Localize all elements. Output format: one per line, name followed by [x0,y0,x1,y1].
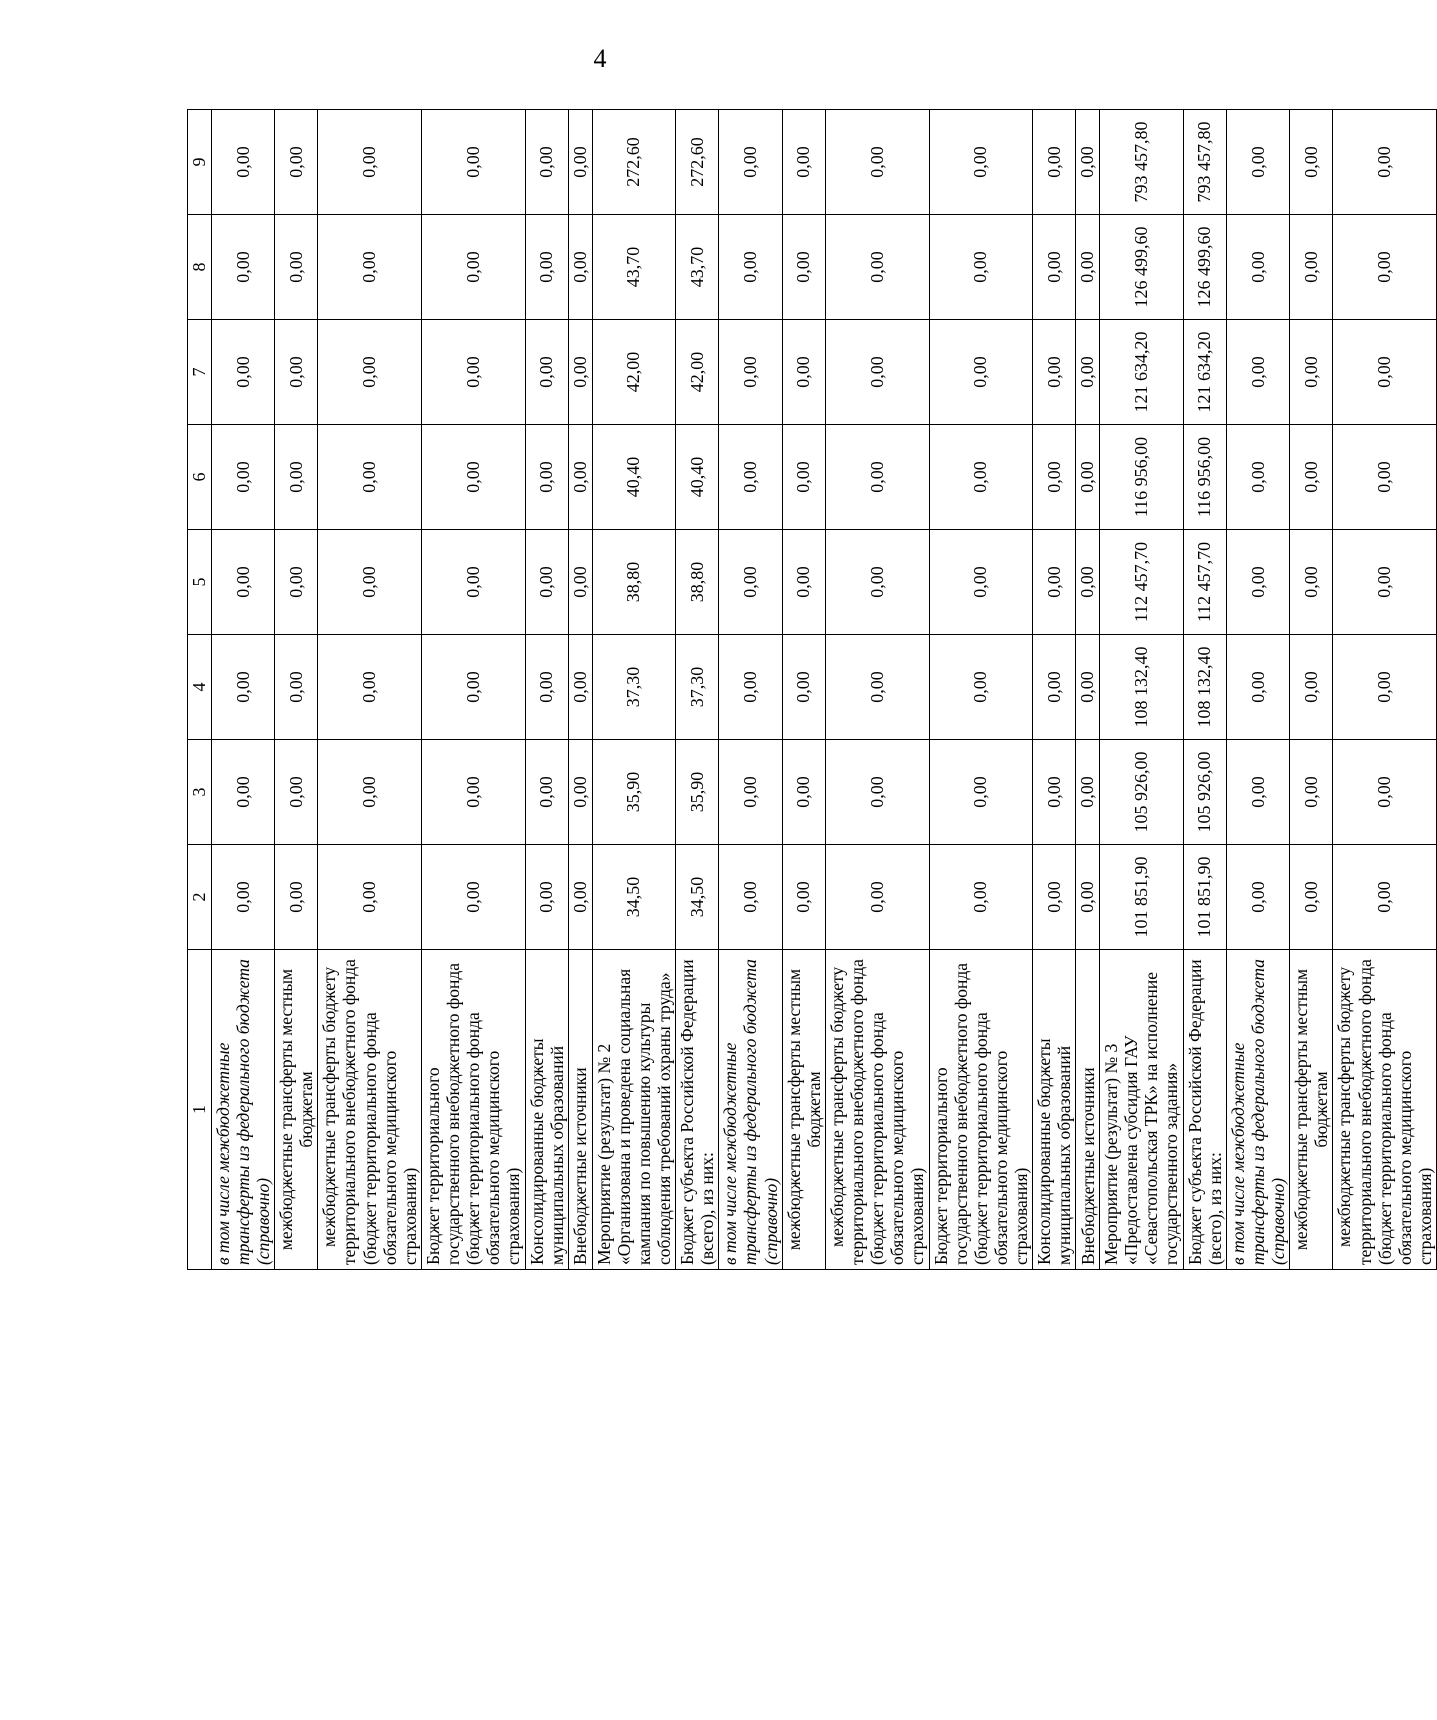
value-cell: 105 926,00 [1183,740,1226,845]
value-cell: 121 634,20 [1100,320,1184,425]
value-cell: 108 132,40 [1100,635,1184,740]
table-row [1333,110,1437,1270]
column-header-3: 3 [188,740,212,845]
value-cell: 0,00 [1290,110,1333,215]
value-cell: 0,00 [825,845,929,950]
value-cell: 0,00 [1033,215,1076,320]
value-cell: 0,00 [929,635,1033,740]
row-label: в том числе межбюджетные трансферты из федерального бюджета (справочно) [1226,950,1289,1270]
value-cell: 0,00 [1033,110,1076,215]
value-cell: 0,00 [929,215,1033,320]
value-cell: 0,00 [719,740,782,845]
table-row [592,110,676,1270]
value-cell: 0,00 [1290,425,1333,530]
value-cell: 0,00 [1226,635,1289,740]
row-label: Бюджет территориального государственного внебюджетного фонда (бюджет территориального фонда обязательного медицинского страхования) [421,950,525,1270]
value-cell: 0,00 [782,110,825,215]
value-cell: 0,00 [568,110,592,215]
value-cell: 0,00 [525,425,568,530]
value-cell: 0,00 [275,320,318,425]
value-cell: 0,00 [1290,635,1333,740]
value-cell: 0,00 [568,845,592,950]
value-cell: 0,00 [825,635,929,740]
value-cell: 0,00 [825,110,929,215]
column-header-1: 1 [188,950,212,1270]
column-header-9: 9 [188,110,212,215]
value-cell: 0,00 [719,635,782,740]
value-cell: 0,00 [782,320,825,425]
column-header-4: 4 [188,635,212,740]
value-cell: 108 132,40 [1183,635,1226,740]
column-header-6: 6 [188,425,212,530]
value-cell: 0,00 [211,425,274,530]
value-cell: 0,00 [929,845,1033,950]
value-cell: 0,00 [525,320,568,425]
value-cell: 35,90 [592,740,676,845]
value-cell: 0,00 [275,215,318,320]
value-cell: 101 851,90 [1183,845,1226,950]
column-header-7: 7 [188,320,212,425]
value-cell: 0,00 [421,635,525,740]
value-cell: 0,00 [782,845,825,950]
value-cell: 0,00 [211,215,274,320]
value-cell: 40,40 [592,425,676,530]
value-cell: 0,00 [825,530,929,635]
page-number: 4 [593,44,607,73]
value-cell: 37,30 [676,635,719,740]
value-cell: 0,00 [568,215,592,320]
value-cell: 0,00 [525,740,568,845]
row-label: Консолидированные бюджеты муниципальных образований [525,950,568,1270]
column-header-2: 2 [188,845,212,950]
value-cell: 0,00 [275,110,318,215]
column-header-5: 5 [188,530,212,635]
value-cell: 0,00 [1226,215,1289,320]
value-cell: 0,00 [929,530,1033,635]
value-cell: 0,00 [525,845,568,950]
value-cell: 0,00 [568,425,592,530]
value-cell: 0,00 [1290,740,1333,845]
value-cell: 101 851,90 [1100,845,1184,950]
row-label: межбюджетные трансферты бюджету территориального внебюджетного фонда (бюджет территориального фонда обязательного медицинского страхования) [1333,950,1437,1270]
table-body [211,110,1436,1270]
table-row [275,110,318,1270]
value-cell: 0,00 [421,740,525,845]
table-row [719,110,782,1270]
value-cell: 116 956,00 [1183,425,1226,530]
value-cell: 0,00 [275,530,318,635]
row-label: межбюджетные трансферты местным бюджетам [275,950,318,1270]
budget-table [187,109,1437,1270]
value-cell: 0,00 [825,740,929,845]
value-cell: 0,00 [1226,530,1289,635]
row-label: межбюджетные трансферты местным бюджетам [1290,950,1333,1270]
value-cell: 0,00 [825,215,929,320]
table-row [568,110,592,1270]
value-cell: 37,30 [592,635,676,740]
table-row [1100,110,1184,1270]
value-cell: 0,00 [568,530,592,635]
value-cell: 0,00 [1333,635,1437,740]
value-cell: 0,00 [211,740,274,845]
value-cell: 0,00 [1033,740,1076,845]
value-cell: 0,00 [1076,530,1100,635]
value-cell: 38,80 [676,530,719,635]
value-cell: 34,50 [592,845,676,950]
value-cell: 0,00 [275,845,318,950]
value-cell: 121 634,20 [1183,320,1226,425]
value-cell: 0,00 [211,635,274,740]
value-cell: 0,00 [1076,215,1100,320]
table-row [929,110,1033,1270]
value-cell: 0,00 [1033,425,1076,530]
value-cell: 0,00 [929,110,1033,215]
rotated-table-container [187,110,1435,1270]
row-label: Бюджет территориального государственного внебюджетного фонда (бюджет территориального фонда обязательного медицинского страхования) [929,950,1033,1270]
value-cell: 112 457,70 [1183,530,1226,635]
header-row [188,110,212,1270]
value-cell: 0,00 [782,635,825,740]
value-cell: 0,00 [1033,530,1076,635]
value-cell: 0,00 [1033,635,1076,740]
value-cell: 0,00 [1290,530,1333,635]
value-cell: 0,00 [1226,110,1289,215]
value-cell: 0,00 [929,425,1033,530]
row-label: Мероприятие (результат) № 2 «Организована и проведена социальная кампания по повышению культуры соблюдения требований охраны труда» [592,950,676,1270]
value-cell: 0,00 [1076,320,1100,425]
table-row [1226,110,1289,1270]
value-cell: 0,00 [525,215,568,320]
value-cell: 0,00 [719,845,782,950]
value-cell: 0,00 [1290,215,1333,320]
value-cell: 0,00 [1076,635,1100,740]
value-cell: 0,00 [782,740,825,845]
row-label: Консолидированные бюджеты муниципальных образований [1033,950,1076,1270]
row-label: межбюджетные трансферты местным бюджетам [782,950,825,1270]
value-cell: 0,00 [1033,320,1076,425]
value-cell: 0,00 [318,425,422,530]
value-cell: 0,00 [929,740,1033,845]
value-cell: 40,40 [676,425,719,530]
value-cell: 0,00 [1226,425,1289,530]
value-cell: 0,00 [318,845,422,950]
value-cell: 793 457,80 [1100,110,1184,215]
value-cell: 0,00 [421,845,525,950]
value-cell: 0,00 [421,320,525,425]
value-cell: 0,00 [1076,425,1100,530]
value-cell: 0,00 [1033,845,1076,950]
value-cell: 0,00 [1226,845,1289,950]
value-cell: 0,00 [1076,740,1100,845]
value-cell: 0,00 [719,110,782,215]
value-cell: 0,00 [1333,110,1437,215]
value-cell: 0,00 [719,215,782,320]
value-cell: 126 499,60 [1100,215,1184,320]
value-cell: 0,00 [568,740,592,845]
row-label: Бюджет субъекта Российской Федерации (всего), из них: [676,950,719,1270]
table-row [421,110,525,1270]
value-cell: 0,00 [929,320,1033,425]
value-cell: 0,00 [525,530,568,635]
value-cell: 0,00 [1076,845,1100,950]
value-cell: 0,00 [1333,320,1437,425]
value-cell: 0,00 [421,110,525,215]
value-cell: 116 956,00 [1100,425,1184,530]
value-cell: 35,90 [676,740,719,845]
row-label: межбюджетные трансферты бюджету территориального внебюджетного фонда (бюджет территориального фонда обязательного медицинского страхования) [825,950,929,1270]
value-cell: 38,80 [592,530,676,635]
table-row [676,110,719,1270]
value-cell: 0,00 [782,215,825,320]
value-cell: 0,00 [1076,110,1100,215]
value-cell: 0,00 [825,320,929,425]
value-cell: 0,00 [1290,845,1333,950]
value-cell: 0,00 [1226,740,1289,845]
value-cell: 0,00 [275,635,318,740]
table-row [1076,110,1100,1270]
column-header-8: 8 [188,215,212,320]
row-label: Внебюджетные источники [1076,950,1100,1270]
table-row [1183,110,1226,1270]
value-cell: 34,50 [676,845,719,950]
value-cell: 0,00 [719,320,782,425]
value-cell: 0,00 [1226,320,1289,425]
value-cell: 272,60 [676,110,719,215]
value-cell: 0,00 [719,530,782,635]
value-cell: 43,70 [676,215,719,320]
value-cell: 0,00 [421,425,525,530]
value-cell: 0,00 [1333,215,1437,320]
row-label: Внебюджетные источники [568,950,592,1270]
value-cell: 0,00 [1333,740,1437,845]
value-cell: 0,00 [719,425,782,530]
value-cell: 272,60 [592,110,676,215]
value-cell: 0,00 [525,110,568,215]
table-row [825,110,929,1270]
value-cell: 0,00 [1333,845,1437,950]
value-cell: 0,00 [318,635,422,740]
row-label: межбюджетные трансферты бюджету территориального внебюджетного фонда (бюджет территориального фонда обязательного медицинского страхования) [318,950,422,1270]
row-label: в том числе межбюджетные трансферты из федерального бюджета (справочно) [211,950,274,1270]
value-cell: 42,00 [676,320,719,425]
value-cell: 0,00 [1333,530,1437,635]
value-cell: 793 457,80 [1183,110,1226,215]
value-cell: 0,00 [318,110,422,215]
value-cell: 0,00 [318,530,422,635]
value-cell: 0,00 [1333,425,1437,530]
value-cell: 0,00 [211,320,274,425]
table-row [211,110,274,1270]
value-cell: 0,00 [318,740,422,845]
value-cell: 0,00 [1290,320,1333,425]
value-cell: 43,70 [592,215,676,320]
table-row [782,110,825,1270]
value-cell: 0,00 [568,635,592,740]
value-cell: 0,00 [211,845,274,950]
value-cell: 0,00 [825,425,929,530]
value-cell: 0,00 [525,635,568,740]
value-cell: 0,00 [211,110,274,215]
value-cell: 0,00 [211,530,274,635]
table-row [1033,110,1076,1270]
value-cell: 112 457,70 [1100,530,1184,635]
table-row [525,110,568,1270]
table-row [318,110,422,1270]
value-cell: 0,00 [782,530,825,635]
value-cell: 105 926,00 [1100,740,1184,845]
row-label: Бюджет субъекта Российской Федерации (всего), из них: [1183,950,1226,1270]
value-cell: 0,00 [318,215,422,320]
table-row [1290,110,1333,1270]
value-cell: 0,00 [782,425,825,530]
value-cell: 0,00 [421,530,525,635]
value-cell: 0,00 [568,320,592,425]
value-cell: 0,00 [275,425,318,530]
value-cell: 126 499,60 [1183,215,1226,320]
value-cell: 42,00 [592,320,676,425]
row-label: в том числе межбюджетные трансферты из федерального бюджета (справочно) [719,950,782,1270]
value-cell: 0,00 [275,740,318,845]
value-cell: 0,00 [318,320,422,425]
row-label: Мероприятие (результат) № 3 «Предоставлена субсидия ГАУ «Севастопольская ТРК» на исполнение государственного задания» [1100,950,1184,1270]
value-cell: 0,00 [421,215,525,320]
